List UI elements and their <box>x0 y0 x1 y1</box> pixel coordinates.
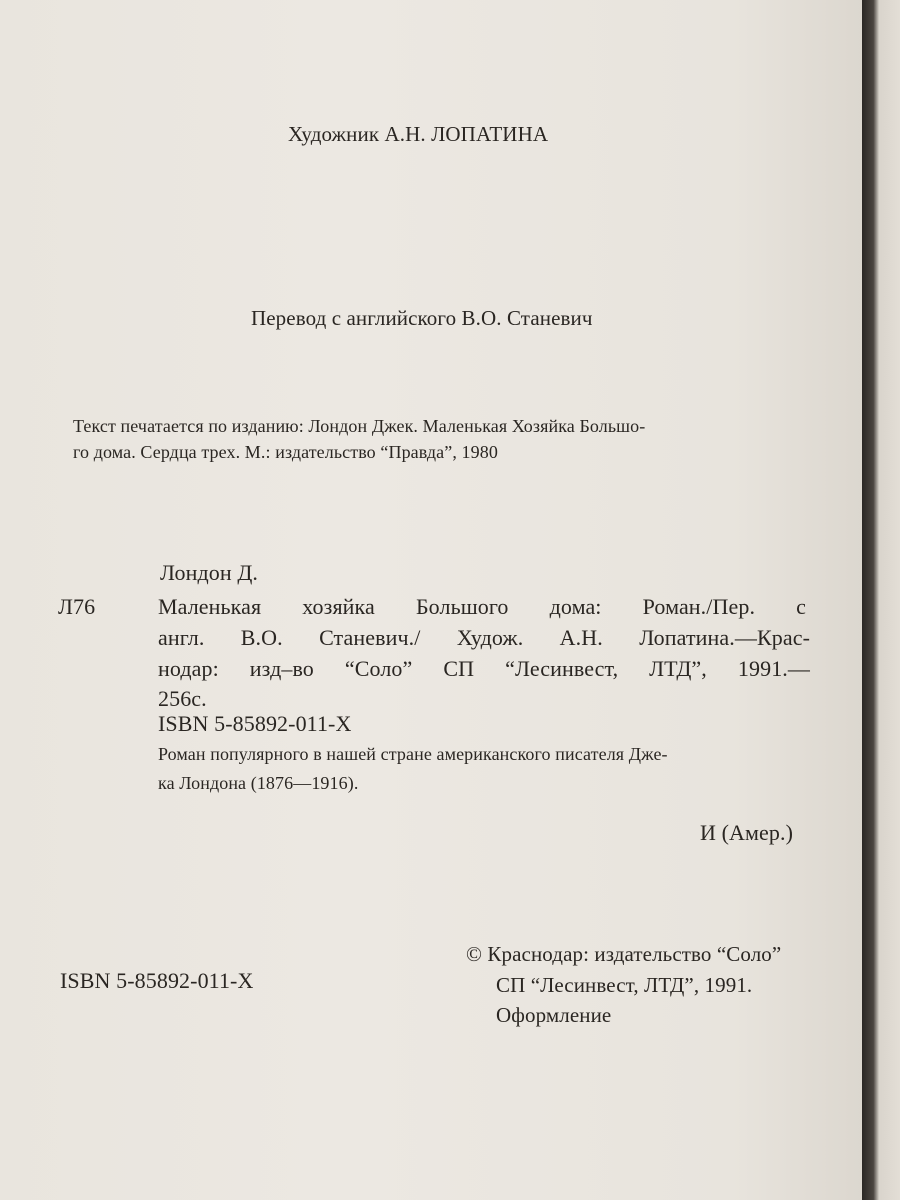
catalog-title-line-1: Маленькая хозяйка Большого дома: Роман./Пер. с <box>158 594 806 619</box>
catalog-index: Л76 <box>58 594 96 619</box>
book-page-edge <box>862 0 900 1200</box>
catalog-title-line-2: англ. В.О. Станевич./ Худож. А.Н. Лопатина.—Крас- <box>158 625 810 650</box>
catalog-pages: 256с. <box>158 686 207 711</box>
translation-credit: Перевод с английского В.О. Станевич <box>251 306 593 330</box>
copyright-line-3: Оформление <box>496 1003 612 1027</box>
artist-credit: Художник А.Н. ЛОПАТИНА <box>288 122 549 146</box>
annotation-line-2: ка Лондона (1876—1916). <box>158 773 359 793</box>
footer-isbn: ISBN 5-85892-011-X <box>60 968 254 993</box>
catalog-author: Лондон Д. <box>160 560 259 585</box>
copyright-line-2: СП “Лесинвест, ЛТД”, 1991. <box>496 973 753 997</box>
catalog-title-line-3: нодар: изд–во “Соло” СП “Лесинвест, ЛТД”, 1991.— <box>158 656 810 681</box>
source-note-line-2: го дома. Сердца трех. М.: издательство “Правда”, 1980 <box>73 442 498 462</box>
source-note-line-1: Текст печатается по изданию: Лондон Джек. Маленькая Хозяйка Большо- <box>73 416 646 436</box>
annotation-line-1: Роман популярного в нашей стране американского писателя Дже- <box>158 744 668 764</box>
classification-code: И (Амер.) <box>700 820 794 845</box>
catalog-isbn: ISBN 5-85892-011-X <box>158 711 352 736</box>
copyright-line-1: © Краснодар: издательство “Соло” <box>466 942 782 966</box>
